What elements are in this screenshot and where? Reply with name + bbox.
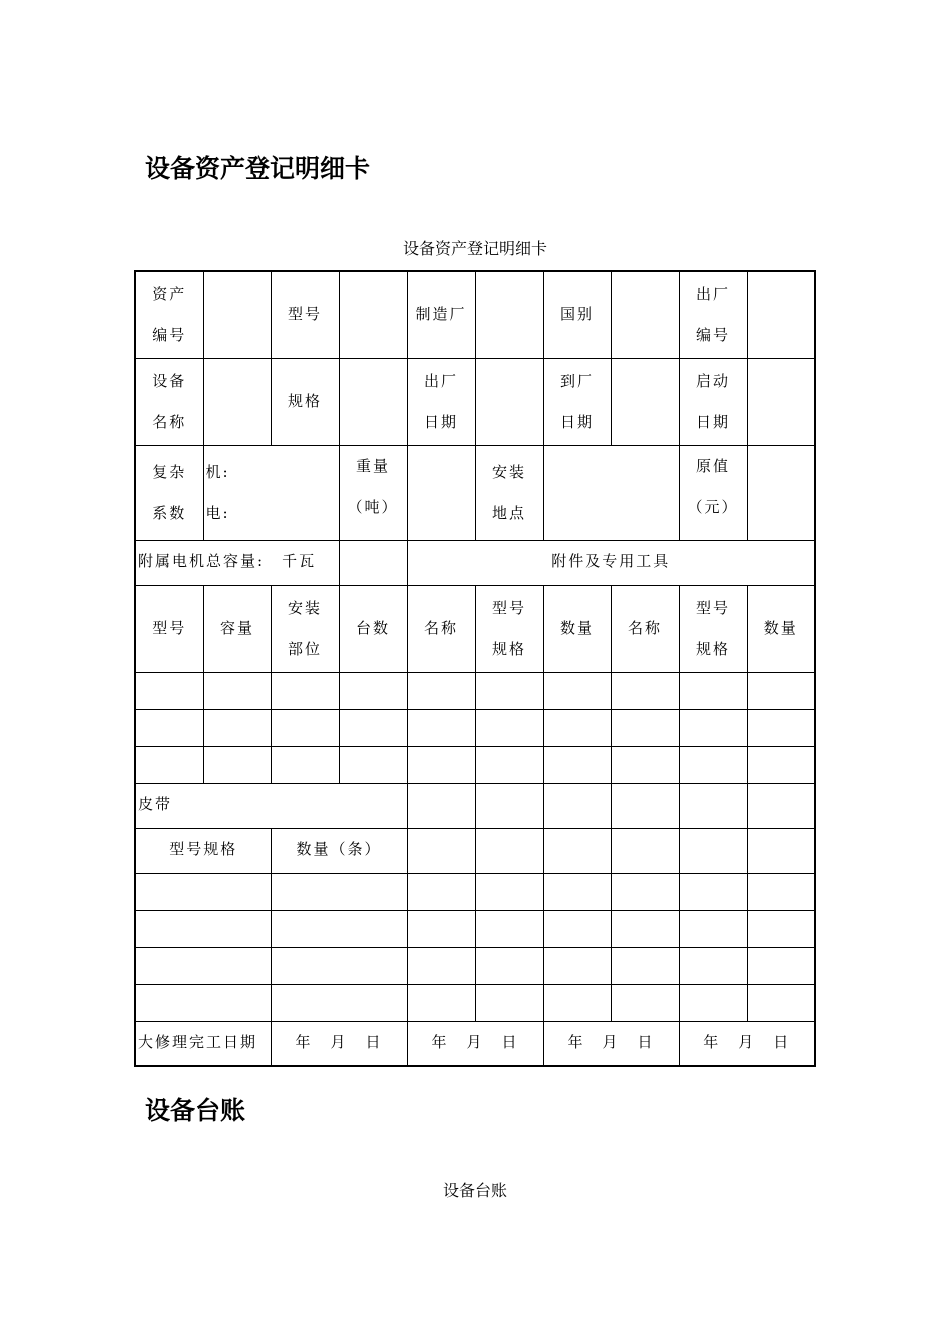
cell[interactable]: [271, 873, 407, 910]
motor-capacity-label: 附属电机总容量: 千瓦: [135, 540, 339, 585]
model-value[interactable]: [339, 271, 407, 358]
table-row: [135, 873, 815, 910]
cell[interactable]: [543, 873, 611, 910]
acc-name-header: 名称: [407, 585, 475, 672]
install-part-header: 安装 部位: [271, 585, 339, 672]
overhaul-date-1[interactable]: 年 月 日: [271, 1021, 407, 1066]
overhaul-date-2[interactable]: 年 月 日: [407, 1021, 543, 1066]
motor-model-header: 型号: [135, 585, 203, 672]
cell[interactable]: [747, 984, 815, 1021]
cell[interactable]: [543, 746, 611, 783]
cell[interactable]: [407, 947, 475, 984]
install-location-value[interactable]: [543, 445, 679, 540]
cell[interactable]: [475, 947, 543, 984]
cell[interactable]: [475, 910, 543, 947]
cell[interactable]: [271, 910, 407, 947]
motor-capacity-value[interactable]: [339, 540, 407, 585]
cell[interactable]: [747, 910, 815, 947]
cell[interactable]: [271, 672, 339, 709]
spec-label: 规格: [271, 358, 339, 445]
section-caption: 设备台账: [442, 1181, 507, 1200]
asset-registration-card: [134, 270, 816, 1067]
acc-qty-header: 数量: [747, 585, 815, 672]
cell[interactable]: [611, 947, 679, 984]
cell[interactable]: [135, 672, 203, 709]
cell[interactable]: [611, 783, 679, 828]
acc-name-header: 名称: [611, 585, 679, 672]
cell[interactable]: [135, 910, 271, 947]
cell[interactable]: [543, 828, 611, 873]
complexity-value[interactable]: 机: 电:: [203, 445, 339, 540]
cell[interactable]: [543, 709, 611, 746]
model-label: 型号: [271, 271, 339, 358]
cell[interactable]: [543, 947, 611, 984]
factory-no-value[interactable]: [747, 271, 815, 358]
device-name-value[interactable]: [203, 358, 271, 445]
cell[interactable]: [135, 947, 271, 984]
cell[interactable]: [475, 984, 543, 1021]
acc-model-header: 型号 规格: [679, 585, 747, 672]
cell[interactable]: [543, 783, 611, 828]
cell[interactable]: [339, 746, 407, 783]
original-value-value[interactable]: [747, 445, 815, 540]
cell[interactable]: [747, 873, 815, 910]
kilowatt-unit: 千瓦: [282, 551, 317, 570]
cell[interactable]: [135, 709, 203, 746]
manufacturer-label: 制造厂: [407, 271, 475, 358]
table-row: [135, 947, 815, 984]
cell[interactable]: [407, 873, 475, 910]
belt-label: 皮带: [135, 783, 407, 828]
cell[interactable]: [271, 984, 407, 1021]
table-row: [135, 910, 815, 947]
cell[interactable]: [679, 709, 747, 746]
cell[interactable]: [407, 910, 475, 947]
cell[interactable]: [271, 746, 339, 783]
asset-no-label: 资产 编号: [135, 271, 203, 358]
ship-date-value[interactable]: [475, 358, 543, 445]
arrive-date-value[interactable]: [611, 358, 679, 445]
cell[interactable]: [475, 746, 543, 783]
cell[interactable]: [747, 947, 815, 984]
cell[interactable]: [679, 947, 747, 984]
table-row: [135, 984, 815, 1021]
asset-no-value[interactable]: [203, 271, 271, 358]
cell[interactable]: [679, 828, 747, 873]
cell[interactable]: [679, 984, 747, 1021]
cell[interactable]: [475, 783, 543, 828]
cell[interactable]: [407, 783, 475, 828]
cell[interactable]: [339, 672, 407, 709]
table-row: [135, 746, 815, 783]
cell[interactable]: [611, 672, 679, 709]
cell[interactable]: [407, 672, 475, 709]
cell[interactable]: [611, 709, 679, 746]
cell[interactable]: [135, 984, 271, 1021]
factory-no-label: 出厂 编号: [679, 271, 747, 358]
cell[interactable]: [407, 828, 475, 873]
page-title: 设备资产登记明细卡: [145, 154, 371, 183]
cell[interactable]: [475, 873, 543, 910]
belt-model-header: 型号规格: [135, 828, 271, 873]
ship-date-label: 出厂 日期: [407, 358, 475, 445]
original-value-label: 原值 （元）: [679, 445, 747, 540]
device-name-label: 设备 名称: [135, 358, 203, 445]
cell[interactable]: [271, 709, 339, 746]
cell[interactable]: [679, 910, 747, 947]
cell[interactable]: [747, 746, 815, 783]
cell[interactable]: [611, 910, 679, 947]
arrive-date-label: 到厂 日期: [543, 358, 611, 445]
cell[interactable]: [611, 873, 679, 910]
table-caption: 设备资产登记明细卡: [402, 239, 547, 258]
overhaul-date-4[interactable]: 年 月 日: [679, 1021, 815, 1066]
cell[interactable]: [135, 873, 271, 910]
acc-model-header: 型号 规格: [475, 585, 543, 672]
install-location-label: 安装 地点: [475, 445, 543, 540]
cell[interactable]: [407, 746, 475, 783]
cell[interactable]: [271, 947, 407, 984]
cell[interactable]: [611, 746, 679, 783]
cell[interactable]: [203, 709, 271, 746]
weight-value[interactable]: [407, 445, 475, 540]
country-label: 国别: [543, 271, 611, 358]
accessories-header: 附件及专用工具: [407, 540, 815, 585]
manufacturer-value[interactable]: [475, 271, 543, 358]
cell[interactable]: [475, 709, 543, 746]
cell[interactable]: [407, 709, 475, 746]
table-row: [135, 672, 815, 709]
cell[interactable]: [543, 984, 611, 1021]
capacity-header: 容量: [203, 585, 271, 672]
overhaul-date-label: 大修理完工日期: [135, 1021, 271, 1066]
spec-value[interactable]: [339, 358, 407, 445]
cell[interactable]: [203, 672, 271, 709]
start-date-value[interactable]: [747, 358, 815, 445]
cell[interactable]: [543, 910, 611, 947]
cell[interactable]: [747, 783, 815, 828]
cell[interactable]: [475, 672, 543, 709]
overhaul-date-3[interactable]: 年 月 日: [543, 1021, 679, 1066]
cell[interactable]: [407, 984, 475, 1021]
cell[interactable]: [747, 709, 815, 746]
cell[interactable]: [203, 746, 271, 783]
cell[interactable]: [679, 873, 747, 910]
cell[interactable]: [747, 672, 815, 709]
cell[interactable]: [339, 709, 407, 746]
acc-qty-header: 数量: [543, 585, 611, 672]
section-title: 设备台账: [145, 1096, 246, 1125]
cell[interactable]: [475, 828, 543, 873]
units-header: 台数: [339, 585, 407, 672]
start-date-label: 启动 日期: [679, 358, 747, 445]
cell[interactable]: [679, 746, 747, 783]
cell[interactable]: [679, 783, 747, 828]
cell[interactable]: [135, 746, 203, 783]
cell[interactable]: [747, 828, 815, 873]
table-row: [135, 709, 815, 746]
belt-qty-header: 数量（条）: [271, 828, 407, 873]
cell[interactable]: [543, 672, 611, 709]
complexity-label: 复杂 系数: [135, 445, 203, 540]
weight-label: 重量 （吨）: [339, 445, 407, 540]
country-value[interactable]: [611, 271, 679, 358]
cell[interactable]: [679, 672, 747, 709]
cell[interactable]: [611, 828, 679, 873]
cell[interactable]: [611, 984, 679, 1021]
